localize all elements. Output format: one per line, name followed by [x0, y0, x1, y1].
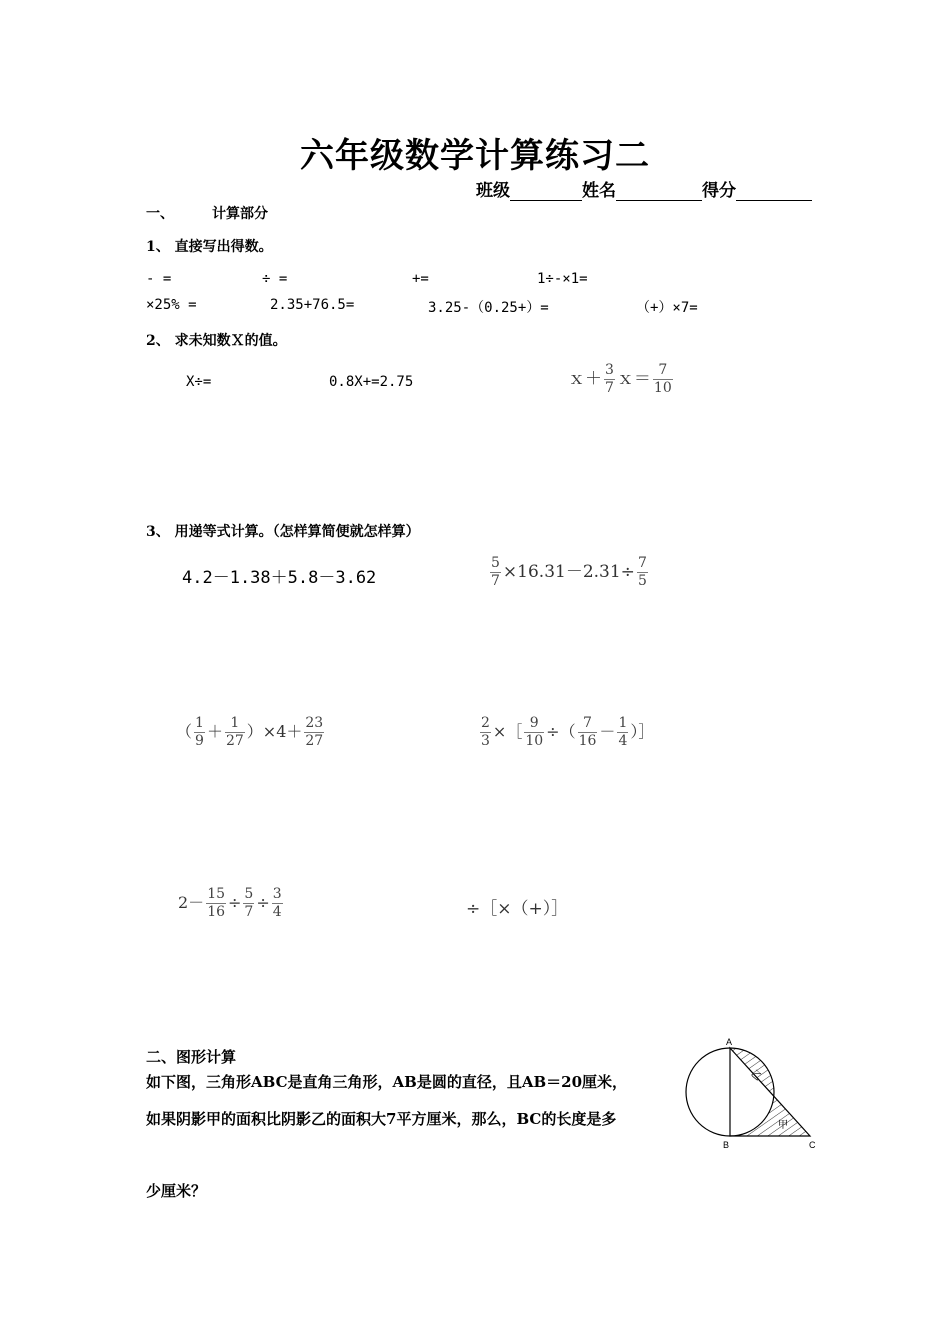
fraction: $\frac{2}{3}$ — [481, 715, 490, 749]
q3-expression-4: $\frac{2}{3}$ ×［ $\frac{9}{10}$ ÷（ $\frac{7}{16}$ － $\frac{1}{4}$ ）］ — [481, 715, 655, 749]
part1-heading-text: 计算部分 — [212, 206, 268, 222]
region-yi-label: 乙 — [748, 1068, 764, 1084]
fraction: $\frac{1}{9}$ — [195, 715, 204, 749]
q3-expression-2: $\frac{5}{7}$ ×16.31－2.31÷ $\frac{7}{5}$ — [491, 555, 647, 589]
fraction: $\frac{1}{27}$ — [225, 715, 244, 749]
vertex-a-label: A — [726, 1037, 733, 1047]
fraction: $\frac{7}{5}$ — [637, 555, 647, 589]
fraction: $\frac{5}{7}$ — [244, 886, 254, 920]
fraction: $\frac{3}{7}$ — [605, 362, 614, 396]
part2-problem-line-2: 如果阴影甲的面积比阴影乙的面积大7平方厘米，那么，BC的长度是多 — [146, 1110, 617, 1128]
fraction: $\frac{23}{27}$ — [305, 715, 324, 749]
q3-expression-3: （ $\frac{1}{9}$ ＋ $\frac{1}{27}$ ）×4＋ $\frac{23}{27}$ — [176, 715, 324, 749]
name-label: 姓名 — [582, 181, 616, 201]
q2-label: 2、 求未知数Ｘ的值。 — [146, 333, 287, 349]
q3-expression-6: ÷［×（+）］ — [466, 899, 569, 919]
fraction: $\frac{9}{10}$ — [525, 715, 544, 749]
q1-label: 1、 直接写出得数。 — [146, 239, 273, 255]
part1-heading-num: 一、 — [146, 206, 174, 222]
fraction: $\frac{5}{7}$ — [491, 555, 500, 589]
q1-item: 3.25-（0.25+）= — [428, 300, 549, 316]
geometry-figure — [680, 1036, 830, 1156]
q2-equation-2: 0.8X+=2.75 — [329, 374, 414, 390]
q1-item: 2.35+76.5= — [270, 297, 355, 313]
q1-item: （+）×7= — [636, 300, 698, 316]
fraction: $\frac{7}{16}$ — [578, 715, 597, 749]
fraction: $\frac{1}{4}$ — [618, 715, 628, 749]
score-label: 得分 — [702, 181, 736, 201]
q3-expression-5: 2－ $\frac{15}{16}$ ÷ $\frac{5}{7}$ ÷ $\frac{3}{4}$ — [178, 886, 282, 920]
q1-item: ÷ = — [262, 271, 288, 287]
class-label: 班级 — [476, 181, 510, 201]
fraction: $\frac{3}{4}$ — [272, 886, 282, 920]
q3-expression-1: 4.2－1.38＋5.8－3.62 — [182, 568, 377, 588]
part2-problem-line-3: 少厘米？ — [146, 1182, 207, 1200]
fraction: $\frac{15}{16}$ — [207, 886, 226, 920]
q1-item: ×25% = — [146, 297, 197, 313]
region-jia-label: 甲 — [778, 1120, 788, 1131]
fraction: $\frac{7}{10}$ — [653, 362, 672, 396]
q1-item: += — [412, 271, 429, 287]
q2-equation-1: X÷= — [186, 374, 212, 390]
part2-problem-line-1: 如下图，三角形ABC是直角三角形，AB是圆的直径，且AB＝20厘米， — [146, 1073, 628, 1091]
q2-equation-3: ｘ＋ $\frac{3}{7}$ ｘ＝ $\frac{7}{10}$ — [568, 362, 672, 396]
page-title: 六年级数学计算练习二 — [300, 136, 650, 176]
part2-heading: 二、图形计算 — [146, 1048, 237, 1066]
vertex-b-label: B — [723, 1140, 730, 1150]
score-blank[interactable] — [736, 182, 812, 201]
q3-label: 3、 用递等式计算。（怎样算简便就怎样算） — [146, 524, 420, 540]
q1-item: 1÷-×1= — [537, 271, 588, 287]
student-info-line — [476, 176, 812, 201]
q1-item: - = — [146, 271, 172, 287]
vertex-c-label: C — [809, 1140, 816, 1150]
class-blank[interactable] — [510, 182, 582, 201]
name-blank[interactable] — [616, 182, 702, 201]
